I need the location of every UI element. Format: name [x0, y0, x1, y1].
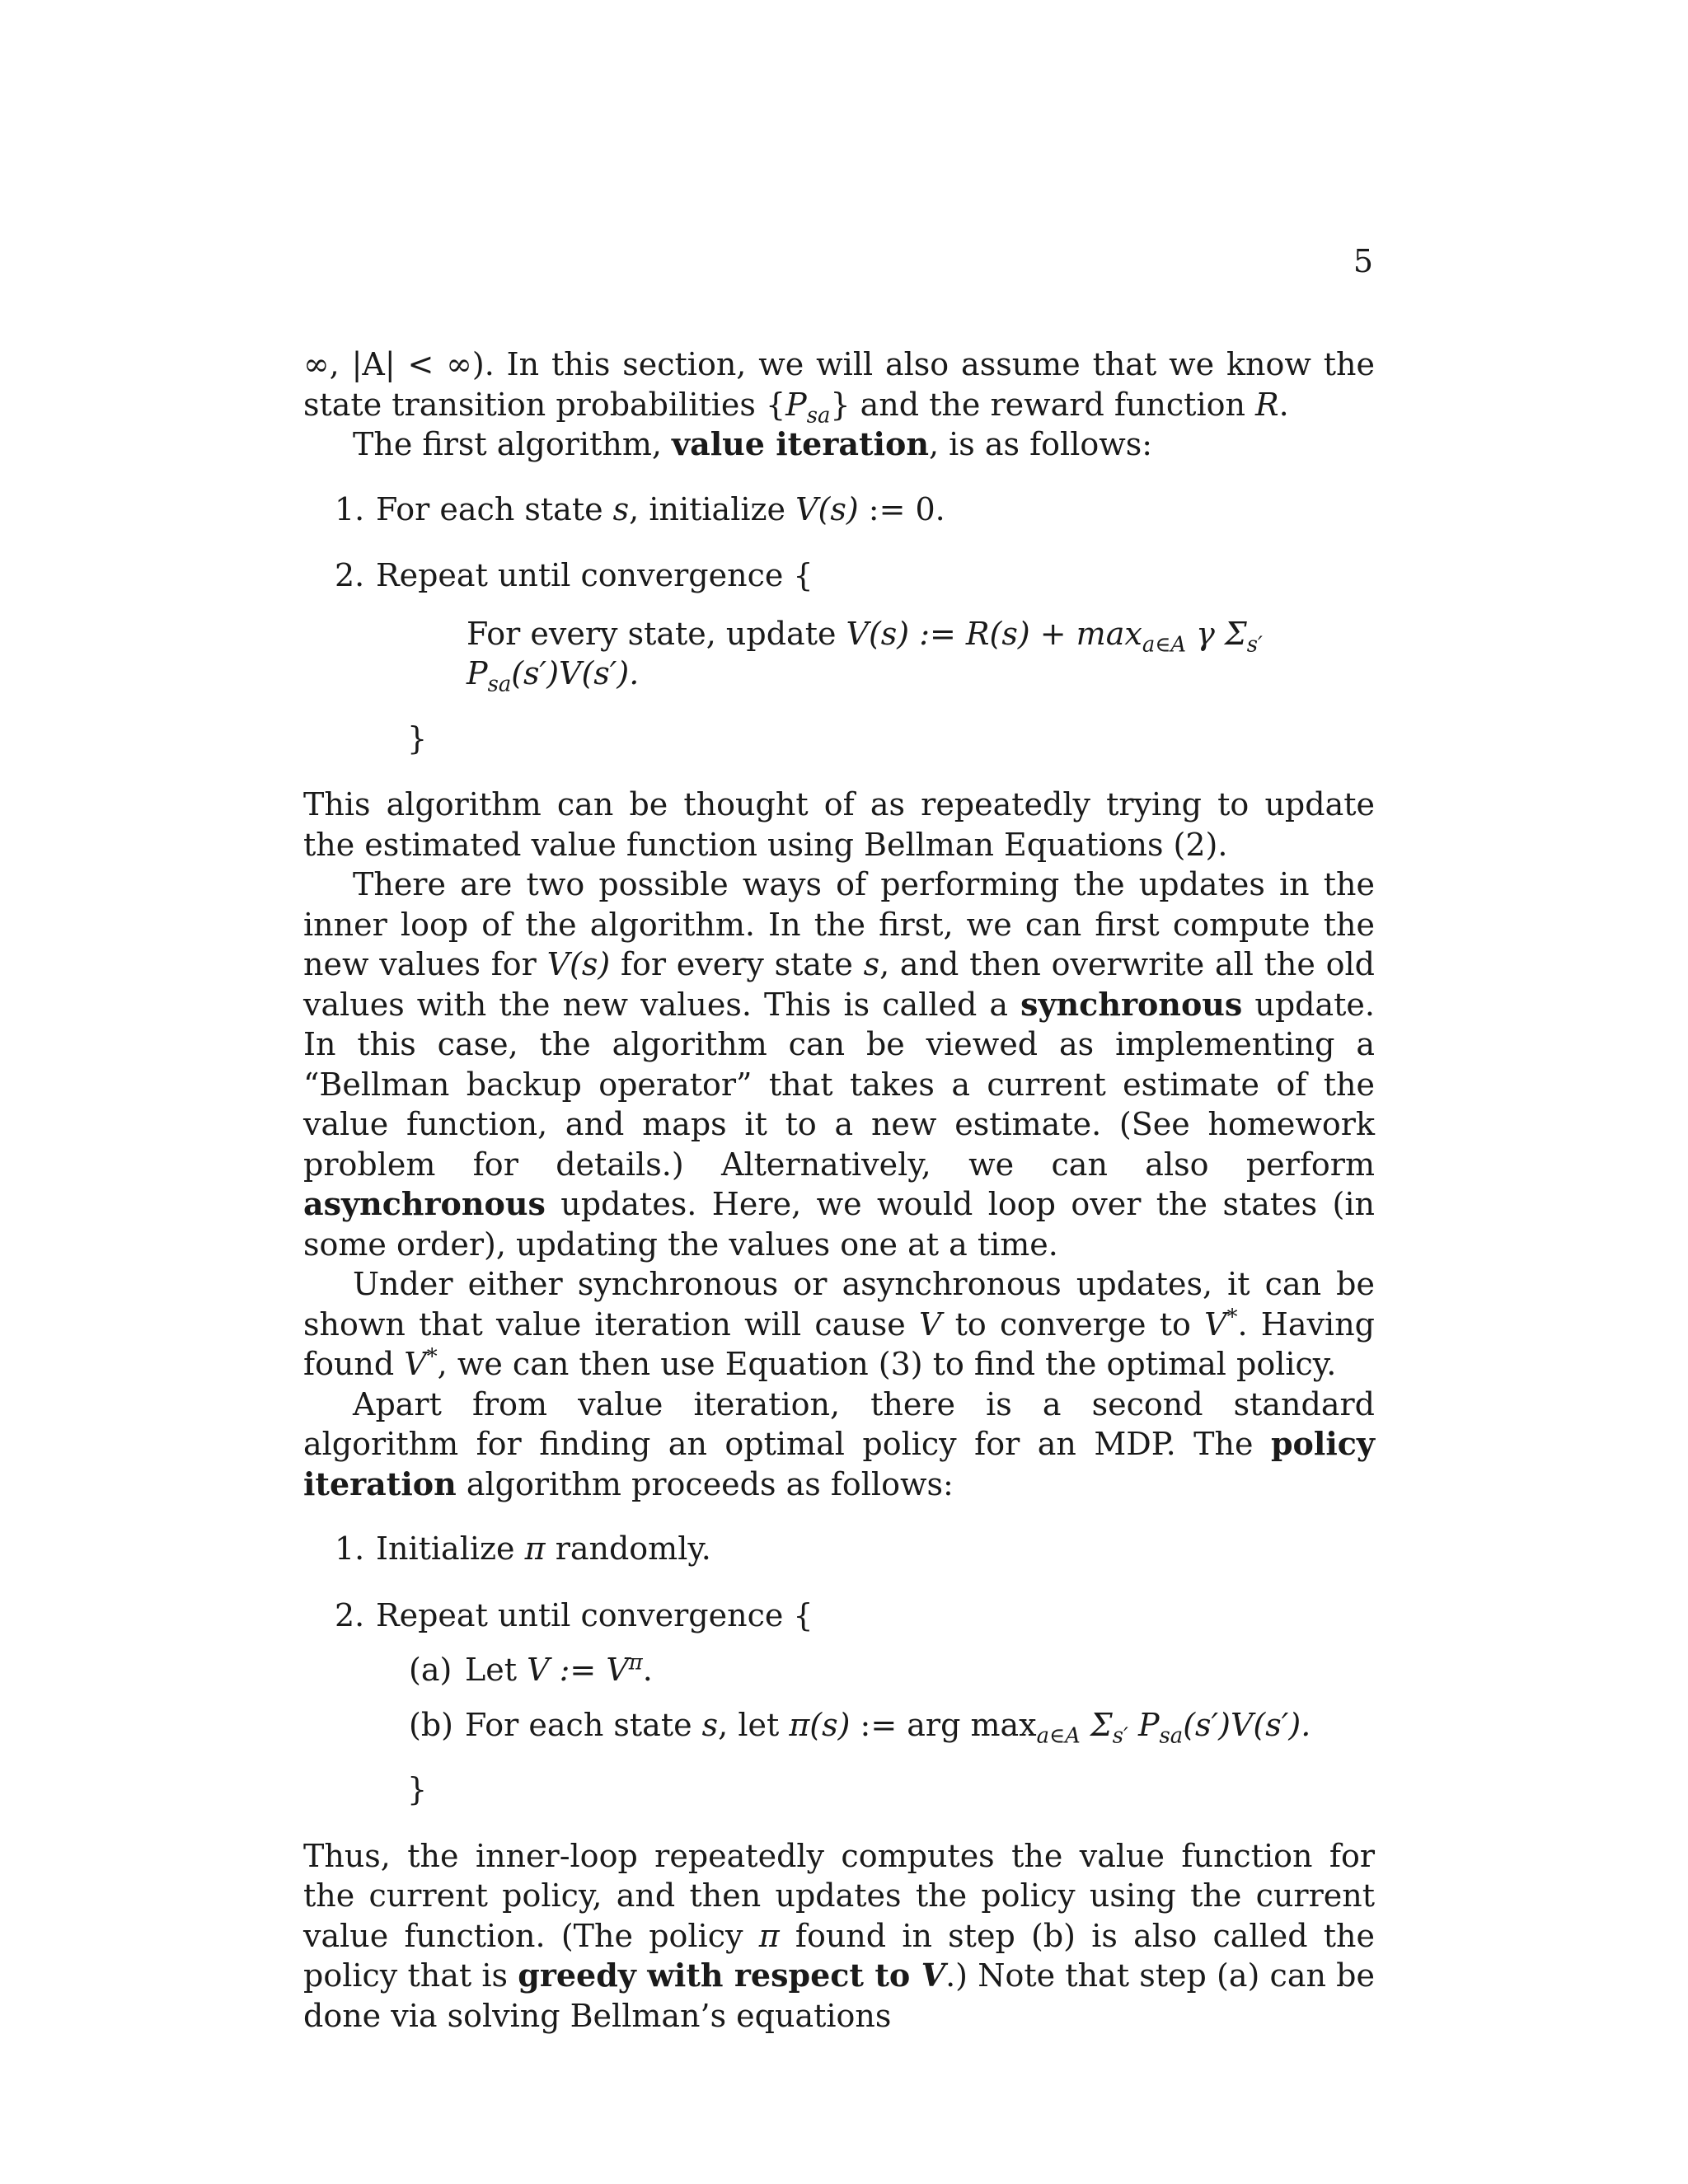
- text: } and the reward function: [830, 386, 1256, 423]
- value-iteration-steps: [303, 490, 1375, 759]
- step-2: [303, 555, 1375, 758]
- term-synchronous: synchronous: [1020, 985, 1243, 1023]
- sub-step-a: [409, 1650, 1375, 1690]
- text: There are two possible ways of performing the updates in the inner loop of the algorithm. In the first, we can first compute the new values for: [303, 866, 1375, 982]
- text: ∞, |A| < ∞). In this section, we will also assume that we know the state transition probabilities {: [303, 346, 1375, 423]
- text: Initialize: [376, 1530, 525, 1567]
- text: Under either synchronous or asynchronous updates, it can be shown that value iteration will cause: [303, 1266, 1375, 1343]
- math-tail: (s′)V(s′).: [1183, 1706, 1311, 1743]
- text: Repeat until convergence {: [376, 1596, 814, 1633]
- math-update: V(s) := R(s) + max: [846, 615, 1142, 652]
- math-sum: γ Σ: [1185, 615, 1247, 652]
- update-rule: [335, 614, 1375, 697]
- text: .: [1278, 386, 1289, 423]
- text: Let: [465, 1652, 528, 1688]
- math-pis: π(s): [789, 1706, 851, 1743]
- step-number: 1.: [335, 490, 365, 527]
- text: for every state: [610, 946, 864, 982]
- text: updates. Here, we would loop over the states (in some order), updating the values one at a time.: [303, 1186, 1375, 1263]
- term-policy-iteration: policy iteration: [303, 1425, 1375, 1502]
- math-R: R: [1255, 386, 1279, 423]
- text: For every state, update: [467, 615, 846, 652]
- math-Vs: V(s): [795, 490, 859, 527]
- math-sum: Σ: [1080, 1706, 1113, 1743]
- text: , initialize: [629, 490, 796, 527]
- text: update. In this case, the algorithm can be viewed as implementing a “Bellman backup operator” that takes a current estimate of the value function, and maps it to a new estimate. (See homework problem for details.) Alternatively, we can also perform: [303, 986, 1375, 1183]
- math-P: P: [467, 655, 488, 691]
- math-s: s: [701, 1706, 719, 1743]
- text: := 0.: [858, 490, 945, 527]
- step-2: [303, 1596, 1375, 1810]
- step-number: 1.: [335, 1530, 365, 1567]
- text: .) Note that step (a) can be done via solving Bellman’s equations: [303, 1957, 1375, 2034]
- math-tail: (s′)V(s′).: [511, 655, 640, 691]
- text: Thus, the inner-loop repeatedly computes the value function for the current policy, and then updates the policy using the current value function. (The policy: [303, 1837, 1375, 1954]
- math-V: V: [921, 1957, 946, 1994]
- math-sub: a∈A: [1036, 1723, 1081, 1749]
- math-Vs: V(s): [546, 946, 611, 982]
- page-number: 5: [1353, 243, 1373, 279]
- page-body: [303, 344, 1375, 2036]
- text: . Having found: [303, 1305, 1375, 1382]
- text: := arg max: [850, 1706, 1037, 1743]
- math-sup: *: [426, 1344, 438, 1370]
- term-greedy: greedy with respect to: [518, 1957, 921, 1994]
- math-psa: P: [785, 386, 807, 423]
- math-sup: π: [628, 1650, 643, 1675]
- closing-brace: }: [407, 1771, 428, 1807]
- math-V: V: [918, 1305, 942, 1343]
- term-asynchronous: asynchronous: [303, 1185, 546, 1222]
- math-s: s: [612, 490, 630, 527]
- text: , let: [718, 1706, 790, 1743]
- term-value-iteration: value iteration: [672, 425, 929, 462]
- text: to converge to: [941, 1305, 1205, 1343]
- paragraph-sync-async: [303, 865, 1375, 1264]
- text: randomly.: [545, 1530, 711, 1567]
- math-sub: s′: [1246, 632, 1263, 658]
- paragraph-value-iteration-intro: [303, 424, 1375, 465]
- math-sub: a∈A: [1142, 632, 1186, 658]
- math-pi: π: [524, 1530, 546, 1567]
- paragraph-convergence: [303, 1264, 1375, 1385]
- math-pi: π: [758, 1917, 780, 1954]
- math-Vstar: V: [404, 1346, 427, 1382]
- policy-iteration-steps: [303, 1529, 1375, 1810]
- sub-step-b: [409, 1705, 1375, 1749]
- math-s: s: [863, 946, 880, 982]
- sub-step-label: (a): [409, 1652, 452, 1688]
- text: Apart from value iteration, there is a second standard algorithm for finding an optimal policy for an MDP. The: [303, 1385, 1375, 1462]
- text: , we can then use Equation (3) to find the optimal policy.: [437, 1346, 1337, 1382]
- text: For each state: [465, 1706, 702, 1743]
- text: For each state: [376, 490, 613, 527]
- paragraph-inner-loop: [303, 1836, 1375, 2036]
- sub-step-label: (b): [409, 1706, 453, 1743]
- closing-brace: }: [407, 719, 428, 757]
- math-sub: sa: [1159, 1723, 1184, 1749]
- math-V-assign: V := V: [527, 1652, 629, 1688]
- paragraph-policy-iteration-intro: [303, 1385, 1375, 1505]
- step-number: 2.: [335, 557, 365, 593]
- math-P: P: [1128, 1706, 1160, 1743]
- text: found in step (b) is also called the policy that is: [303, 1917, 1375, 1994]
- math-sup: *: [1226, 1304, 1238, 1329]
- text: Repeat until convergence {: [376, 557, 814, 593]
- text: , is as follows:: [928, 426, 1153, 462]
- text: algorithm proceeds as follows:: [456, 1465, 954, 1502]
- math-sub: sa: [806, 403, 831, 429]
- text: The first algorithm,: [353, 426, 673, 462]
- math-Vstar: V: [1204, 1305, 1227, 1343]
- text: .: [642, 1652, 653, 1688]
- step-1: [303, 1529, 1375, 1569]
- paragraph-intro: [303, 344, 1375, 429]
- step-number: 2.: [335, 1596, 365, 1633]
- step-1: [303, 490, 1375, 530]
- paragraph-bellman: This algorithm can be thought of as repeatedly trying to update the estimated value function using Bellman Equations (2).: [303, 786, 1375, 863]
- math-sub: s′: [1112, 1723, 1128, 1749]
- sub-steps: [335, 1650, 1375, 1749]
- math-sub: sa: [487, 672, 512, 697]
- text: , and then overwrite all the old values with the new values. This is called a: [303, 946, 1375, 1023]
